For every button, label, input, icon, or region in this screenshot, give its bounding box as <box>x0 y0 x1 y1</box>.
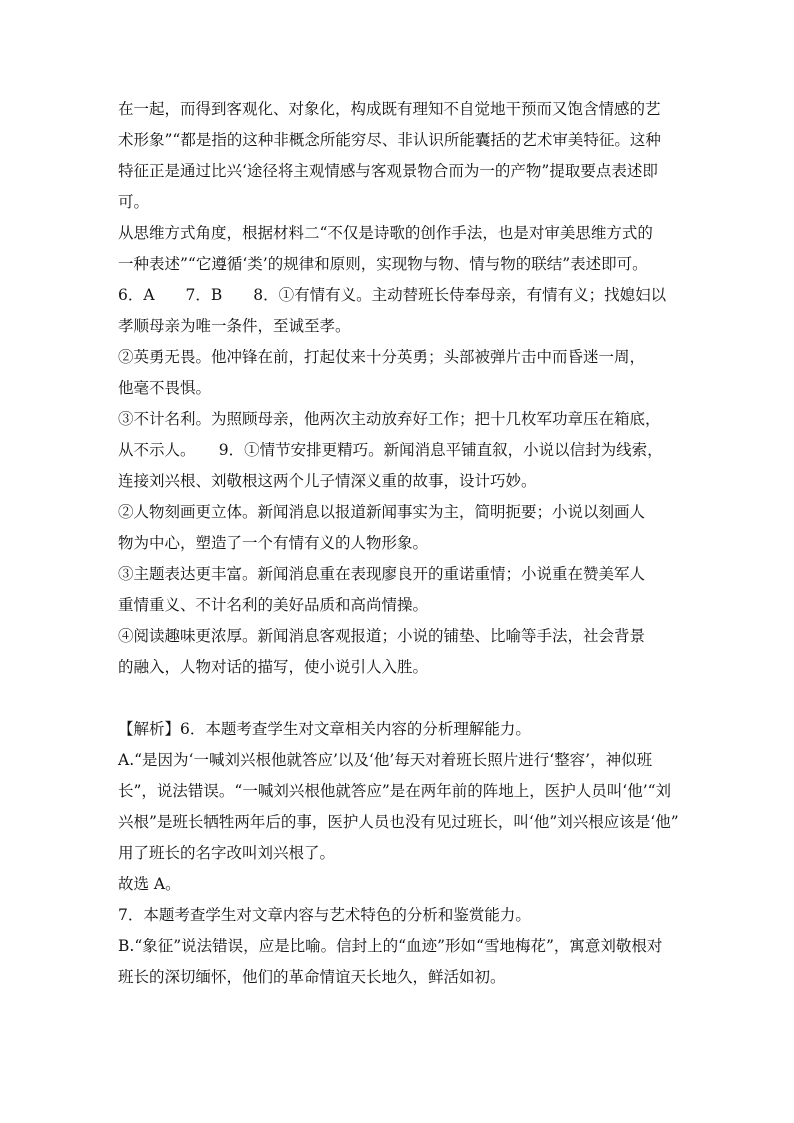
answer-line-9: 从不示人。 9．①情节安排更精巧。新闻消息平铺直叙，小说以信封为线索， <box>118 441 663 459</box>
text-line: A.“是因为‘一喊刘兴根他就答应’以及‘他’每天对着班长照片进行‘整容’，神似班 <box>118 751 653 769</box>
text-line: 长”，说法错误。“一喊刘兴根他就答应”是在两年前的阵地上，医护人员叫‘他’“刘 <box>118 782 672 800</box>
text-line: 连接刘兴根、刘敬根这两个儿子情深义重的故事，设计巧妙。 <box>118 472 537 490</box>
answer-line-6-7-8: 6．A 7．B 8．①有情有义。主动替班长侍奉母亲，有情有义；找媳妇以 <box>118 286 667 304</box>
text-line: ②人物刻画更立体。新闻消息以报道新闻事实为主，简明扼要；小说以刻画人 <box>118 503 646 521</box>
text-line: 术形象”“都是指的这种非概念所能穷尽、非认识所能囊括的艺术审美特征。这种 <box>118 131 661 149</box>
analysis-heading: 【解析】6．本题考查学生对文章相关内容的分析理解能力。 <box>118 720 531 738</box>
text-line: 物为中心，塑造了一个有情有义的人物形象。 <box>118 534 429 552</box>
text-line: 兴根”是班长牺牲两年后的事，医护人员也没有见过班长，叫‘他”刘兴根应该是‘他” <box>118 813 679 831</box>
text-line: 重情重义、不计名利的美好品质和高尚情操。 <box>118 596 429 614</box>
text-line: 一种表述”“它遵循‘类’的规律和原则，实现物与物、情与物的联结”表述即可。 <box>118 255 648 273</box>
text-line: 的融入，人物对话的描写，使小说引人入胜。 <box>118 658 429 676</box>
paragraph-gap <box>118 683 678 714</box>
text-line: ③不计名利。为照顾母亲，他两次主动放弃好工作；把十几枚军功章压在箱底， <box>118 410 661 428</box>
text-line: 班长的深切缅怀，他们的革命情谊天长地久，鲜活如初。 <box>118 968 506 986</box>
text-line: 7．本题考查学生对文章内容与艺术特色的分析和鉴赏能力。 <box>118 906 531 924</box>
text-line: 用了班长的名字改叫刘兴根了。 <box>118 844 336 862</box>
text-line: 从思维方式角度，根据材料二“不仅是诗歌的创作手法，也是对审美思维方式的 <box>118 224 653 242</box>
text-line: 故选 A。 <box>118 875 181 893</box>
text-line: 在一起，而得到客观化、对象化，构成既有理知不自觉地干预而又饱含情感的艺 <box>118 100 661 118</box>
document-page <box>118 94 678 993</box>
text-line: 特征正是通过比兴‘途径将主观情感与客观景物合而为一的产物”提取要点表述即 <box>118 162 658 180</box>
text-line: 孝顺母亲为唯一条件，至诚至孝。 <box>118 317 351 335</box>
text-line: 可。 <box>118 193 150 211</box>
text-line: ②英勇无畏。他冲锋在前，打起仗来十分英勇；头部被弹片击中而昏迷一周， <box>118 348 646 366</box>
text-line: B.“象征”说法错误，应是比喻。信封上的“血迹”形如“雪地梅花”，寓意刘敬根对 <box>118 937 663 955</box>
answer-block <box>118 94 678 683</box>
analysis-block <box>118 714 678 993</box>
text-line: 他毫不畏惧。 <box>118 379 212 397</box>
text-line: ③主题表达更丰富。新闻消息重在表现廖良开的重诺重情；小说重在赞美军人 <box>118 565 646 583</box>
text-line: ④阅读趣味更浓厚。新闻消息客观报道；小说的铺垫、比喻等手法，社会背景 <box>118 627 646 645</box>
